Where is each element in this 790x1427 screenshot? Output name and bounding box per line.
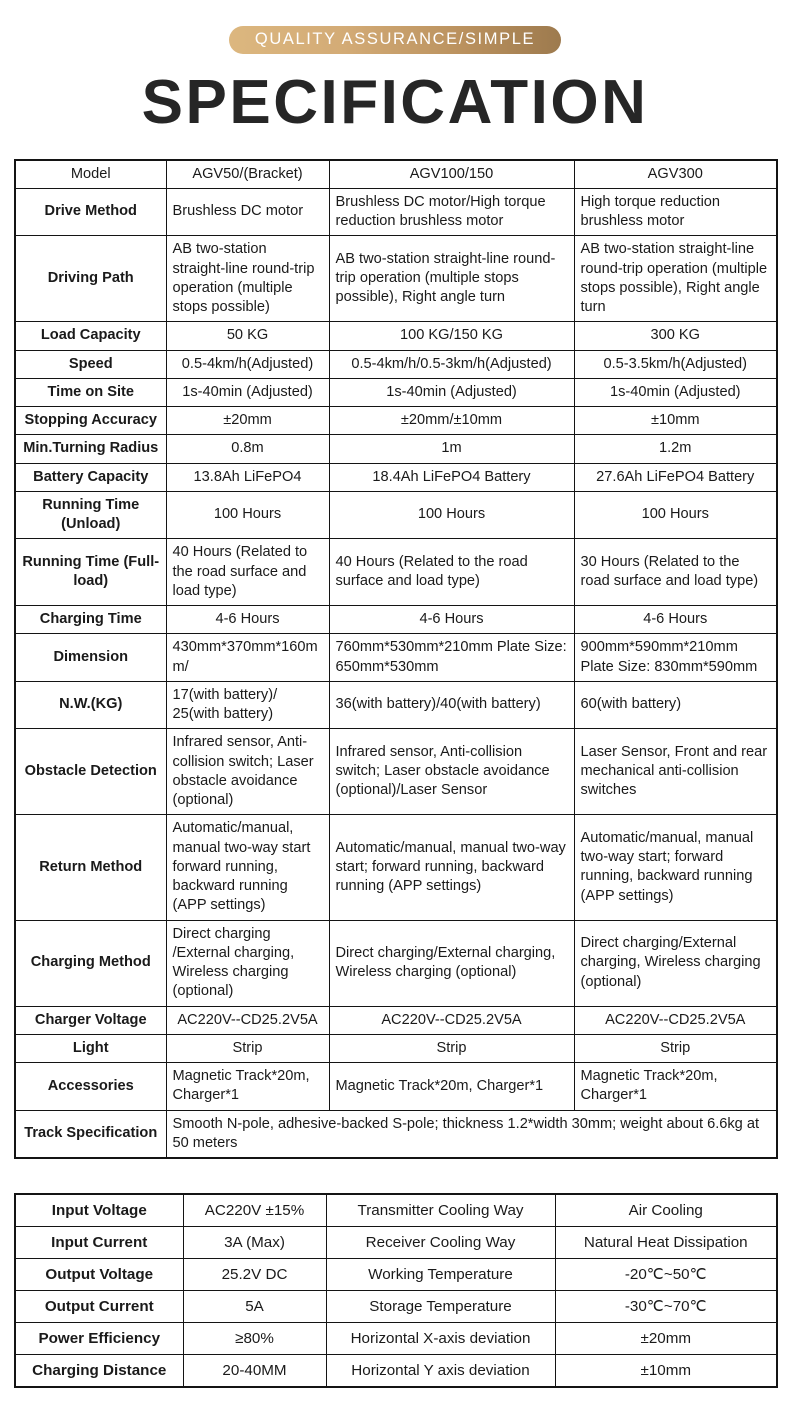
table-cell: 760mm*530mm*210mm Plate Size: 650mm*530mm <box>329 634 574 682</box>
table-cell: 40 Hours (Related to the road surface and load type) <box>166 539 329 606</box>
table-row <box>15 539 777 606</box>
table-cell: Magnetic Track*20m, Charger*1 <box>166 1063 329 1111</box>
table-row <box>15 606 777 634</box>
row-label: Accessories <box>15 1063 166 1111</box>
table-cell: AC220V--CD25.2V5A <box>329 1006 574 1034</box>
table-row <box>15 1227 777 1259</box>
row-label: Dimension <box>15 634 166 682</box>
table-row <box>15 729 777 815</box>
row-label: Driving Path <box>15 236 166 322</box>
table-cell: 17(with battery)/ 25(with battery) <box>166 681 329 729</box>
table-cell: 300 KG <box>574 322 777 350</box>
row-label: Time on Site <box>15 378 166 406</box>
row-label: Speed <box>15 350 166 378</box>
table-cell: 5A <box>183 1291 326 1323</box>
table-cell: 1s-40min (Adjusted) <box>329 378 574 406</box>
table-cell: Direct charging/External charging, Wireless charging (optional) <box>574 920 777 1006</box>
table-cell: Automatic/manual, manual two-way start forward running, backward running (APP settings) <box>166 815 329 920</box>
table-row <box>15 407 777 435</box>
row-label: Stopping Accuracy <box>15 407 166 435</box>
table-row <box>15 1355 777 1388</box>
row-label: Input Current <box>15 1227 183 1259</box>
row-label: Input Voltage <box>15 1194 183 1227</box>
table-cell: Infrared sensor, Anti-collision switch; Laser obstacle avoidance (optional) <box>166 729 329 815</box>
table-cell: 900mm*590mm*210mm Plate Size: 830mm*590mm <box>574 634 777 682</box>
table-cell: Natural Heat Dissipation <box>555 1227 777 1259</box>
table-cell: 0.5-3.5km/h(Adjusted) <box>574 350 777 378</box>
row-label: Obstacle Detection <box>15 729 166 815</box>
table-row <box>15 1006 777 1034</box>
table-cell: Direct charging/External charging, Wireless charging (optional) <box>329 920 574 1006</box>
table-row <box>15 1194 777 1227</box>
table-cell: 100 KG/150 KG <box>329 322 574 350</box>
row-label: Charging Time <box>15 606 166 634</box>
table-cell: Laser Sensor, Front and rear mechanical anti-collision switches <box>574 729 777 815</box>
quality-assurance-badge: QUALITY ASSURANCE/SIMPLE <box>229 26 561 54</box>
table-cell: AC220V ±15% <box>183 1194 326 1227</box>
table-row <box>15 188 777 236</box>
table-row <box>15 378 777 406</box>
table-cell: 4-6 Hours <box>166 606 329 634</box>
table-cell: Receiver Cooling Way <box>326 1227 555 1259</box>
table-cell: Brushless DC motor <box>166 188 329 236</box>
table-cell: 25.2V DC <box>183 1259 326 1291</box>
table-cell: ±10mm <box>574 407 777 435</box>
table-cell: Air Cooling <box>555 1194 777 1227</box>
table-cell: 20-40MM <box>183 1355 326 1388</box>
specification-table <box>14 159 778 1160</box>
table-cell: 30 Hours (Related to the road surface and load type) <box>574 539 777 606</box>
power-parameters-table-container <box>14 1193 776 1388</box>
table-cell: 100 Hours <box>329 491 574 539</box>
table-cell-track-specification: Smooth N-pole, adhesive-backed S-pole; thickness 1.2*width 30mm; weight about 6.6kg at 50 meters <box>166 1110 777 1158</box>
row-label: Return Method <box>15 815 166 920</box>
table-cell: 3A (Max) <box>183 1227 326 1259</box>
table-cell: 0.8m <box>166 435 329 463</box>
table-cell: Horizontal X-axis deviation <box>326 1323 555 1355</box>
table-row <box>15 1323 777 1355</box>
table-cell: ±10mm <box>555 1355 777 1388</box>
table-cell: 4-6 Hours <box>329 606 574 634</box>
table-cell: Strip <box>574 1034 777 1062</box>
page-header <box>0 0 790 135</box>
row-label: Charging Distance <box>15 1355 183 1388</box>
table-cell: ±20mm <box>166 407 329 435</box>
table-row <box>15 1291 777 1323</box>
table-cell: Brushless DC motor/High torque reduction brushless motor <box>329 188 574 236</box>
table-cell: 4-6 Hours <box>574 606 777 634</box>
table-cell: Magnetic Track*20m, Charger*1 <box>574 1063 777 1111</box>
table-cell: 100 Hours <box>166 491 329 539</box>
table-row <box>15 322 777 350</box>
table-cell: 50 KG <box>166 322 329 350</box>
table-cell: Automatic/manual, manual two-way start; forward running, backward running (APP settings) <box>329 815 574 920</box>
column-header-3: AGV300 <box>574 160 777 189</box>
table-cell: Strip <box>166 1034 329 1062</box>
row-label: Track Specification <box>15 1110 166 1158</box>
table-cell: ±20mm/±10mm <box>329 407 574 435</box>
row-label: Running Time (Unload) <box>15 491 166 539</box>
table-cell: AC220V--CD25.2V5A <box>574 1006 777 1034</box>
table-cell: -30℃~70℃ <box>555 1291 777 1323</box>
column-header-2: AGV100/150 <box>329 160 574 189</box>
table-row <box>15 920 777 1006</box>
table-cell: 40 Hours (Related to the road surface and load type) <box>329 539 574 606</box>
table-cell: Automatic/manual, manual two-way start; forward running, backward running (APP settings) <box>574 815 777 920</box>
table-cell: AB two-station straight-line round-trip operation (multiple stops possible) <box>166 236 329 322</box>
table-cell: High torque reduction brushless motor <box>574 188 777 236</box>
table-row <box>15 1063 777 1111</box>
row-label: N.W.(KG) <box>15 681 166 729</box>
table-row-track-specification <box>15 1110 777 1158</box>
specification-table-container <box>14 159 776 1160</box>
row-label: Load Capacity <box>15 322 166 350</box>
table-cell: 430mm*370mm*160mm/ <box>166 634 329 682</box>
row-label: Min.Turning Radius <box>15 435 166 463</box>
table-header-row <box>15 160 777 189</box>
table-row <box>15 815 777 920</box>
row-label: Light <box>15 1034 166 1062</box>
table-cell: Horizontal Y axis deviation <box>326 1355 555 1388</box>
table-cell: Working Temperature <box>326 1259 555 1291</box>
column-header-model: Model <box>15 160 166 189</box>
page-title: SPECIFICATION <box>141 67 649 137</box>
table-cell: 1s-40min (Adjusted) <box>166 378 329 406</box>
table-cell: 1s-40min (Adjusted) <box>574 378 777 406</box>
table-cell: 1m <box>329 435 574 463</box>
table-cell: 27.6Ah LiFePO4 Battery <box>574 463 777 491</box>
table-row <box>15 236 777 322</box>
table-cell: Infrared sensor, Anti-collision switch; Laser obstacle avoidance (optional)/Laser Sensor <box>329 729 574 815</box>
table-row <box>15 463 777 491</box>
table-cell: 1.2m <box>574 435 777 463</box>
row-label: Drive Method <box>15 188 166 236</box>
table-cell: 18.4Ah LiFePO4 Battery <box>329 463 574 491</box>
table-cell: Direct charging /External charging, Wireless charging (optional) <box>166 920 329 1006</box>
table-row <box>15 435 777 463</box>
row-label: Charger Voltage <box>15 1006 166 1034</box>
row-label: Battery Capacity <box>15 463 166 491</box>
table-cell: 100 Hours <box>574 491 777 539</box>
table-row <box>15 634 777 682</box>
table-cell: 0.5-4km/h/0.5-3km/h(Adjusted) <box>329 350 574 378</box>
table-cell: AB two-station straight-line round-trip operation (multiple stops possible), Right angle turn <box>574 236 777 322</box>
table-row <box>15 681 777 729</box>
table-row <box>15 1034 777 1062</box>
table-row <box>15 491 777 539</box>
table-cell: ±20mm <box>555 1323 777 1355</box>
table-cell: ≥80% <box>183 1323 326 1355</box>
table-cell: 0.5-4km/h(Adjusted) <box>166 350 329 378</box>
table-cell: Storage Temperature <box>326 1291 555 1323</box>
table-cell: -20℃~50℃ <box>555 1259 777 1291</box>
row-label: Power Efficiency <box>15 1323 183 1355</box>
table-cell: Magnetic Track*20m, Charger*1 <box>329 1063 574 1111</box>
table-cell: AC220V--CD25.2V5A <box>166 1006 329 1034</box>
table-cell: AB two-station straight-line round-trip operation (multiple stops possible), Right angle turn <box>329 236 574 322</box>
row-label: Charging Method <box>15 920 166 1006</box>
table-cell: Transmitter Cooling Way <box>326 1194 555 1227</box>
table-cell: 36(with battery)/40(with battery) <box>329 681 574 729</box>
row-label: Running Time (Full-load) <box>15 539 166 606</box>
table-cell: Strip <box>329 1034 574 1062</box>
row-label: Output Voltage <box>15 1259 183 1291</box>
power-parameters-table <box>14 1193 778 1388</box>
table-row <box>15 350 777 378</box>
column-header-1: AGV50/(Bracket) <box>166 160 329 189</box>
table-cell: 60(with battery) <box>574 681 777 729</box>
row-label: Output Current <box>15 1291 183 1323</box>
table-cell: 13.8Ah LiFePO4 <box>166 463 329 491</box>
table-row <box>15 1259 777 1291</box>
